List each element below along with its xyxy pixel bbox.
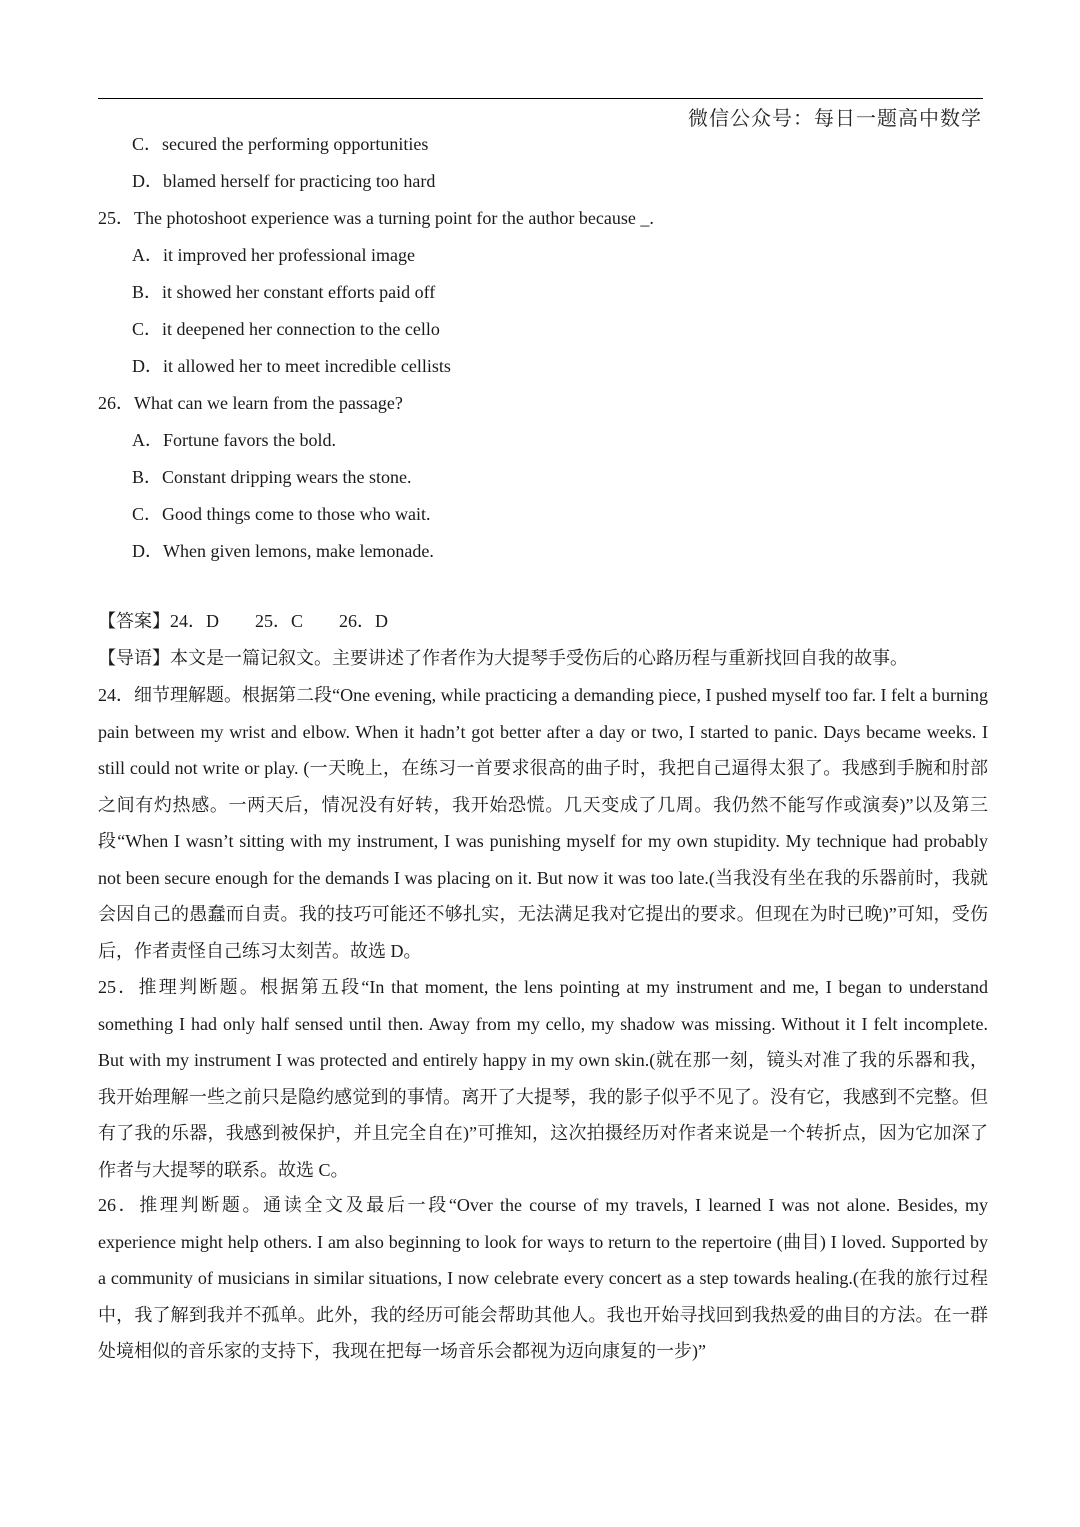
header-source: 微信公众号：每日一题高中数学 (688, 106, 982, 130)
explanation-26: 26．推理判断题。通读全文及最后一段“Over the course of my travels, I learned I was not alone. Besides, my experience might help others. I am also beginning to look for ways to return to the repertoire (曲目) I loved. Supported by a community of musicians in similar situations, I now celebrate every concert as a step towards healing.(在我的旅行过程中，我了解到我并不孤单。此外，我的经历可能会帮助其他人。我也开始寻找回到我热爱的曲目的方法。在一群处境相似的音乐家的支持下，我现在把每一场音乐会都视为迈向康复的一步)” (98, 1195, 988, 1361)
explanation-24: 24．细节理解题。根据第二段“One evening, while practicing a demanding piece, I pushed myself too far. I felt a burning pain between my wrist and elbow. When it hadn’t got better after a day or two, I started to panic. Days became weeks. I still could not write or play. (一天晚上，在练习一首要求很高的曲子时，我把自己逼得太狠了。我感到手腕和肘部之间有灼热感。一两天后，情况没有好转，我开始恐慌。几天变成了几周。我仍然不能写作或演奏)”以及第三段“When I wasn’t sitting with my instrument, I was punishing myself for my own stupidity. My technique had probably not been secure enough for the demands I was placing on it. But now it was too late.(当我没有坐在我的乐器前时，我就会因自己的愚蠢而自责。我的技巧可能还不够扎实，无法满足我对它提出的要求。但现在为时已晚)”可知，受伤后，作者责怪自己练习太刻苦。故选 D。 (98, 685, 988, 961)
guide-text: 本文是一篇记叙文。主要讲述了作者作为大提琴手受伤后的心路历程与重新找回自我的故事。 (170, 648, 908, 668)
q25-option-b: B．it showed her constant efforts paid off (132, 282, 436, 302)
q24-option-c: C．secured the performing opportunities (132, 134, 429, 154)
header-rule (98, 98, 983, 99)
q25-stem: 25．The photoshoot experience was a turning point for the author because _. (98, 208, 654, 228)
answer-label: 【答案】 (98, 611, 170, 631)
q24-option-d: D．blamed herself for practicing too hard (132, 171, 436, 191)
answer-line (98, 609, 388, 633)
q25-option-a: A．it improved her professional image (132, 245, 415, 265)
q26-option-d: D．When given lemons, make lemonade. (132, 541, 434, 561)
q26-option-a: A．Fortune favors the bold. (132, 430, 336, 450)
guide-label: 【导语】 (98, 648, 170, 668)
answer-values: 24．D 25．C 26．D (170, 611, 389, 631)
q26-option-b: B．Constant dripping wears the stone. (132, 467, 412, 487)
guide-line (98, 646, 908, 670)
q26-stem: 26．What can we learn from the passage? (98, 393, 403, 413)
q25-option-d: D．it allowed her to meet incredible cellists (132, 356, 451, 376)
q25-option-c: C．it deepened her connection to the cello (132, 319, 440, 339)
explanation-25: 25．推理判断题。根据第五段“In that moment, the lens pointing at my instrument and me, I began to understand something I had only half sensed until then. Away from my cello, my shadow was missing. Without it I felt incomplete. But with my instrument I was protected and entirely happy in my own skin.(就在那一刻，镜头对准了我的乐器和我，我开始理解一些之前只是隐约感觉到的事情。离开了大提琴，我的影子似乎不见了。没有它，我感到不完整。但有了我的乐器，我感到被保护，并且完全自在)”可推知，这次拍摄经历对作者来说是一个转折点，因为它加深了作者与大提琴的联系。故选 C。 (98, 977, 988, 1180)
q26-option-c: C．Good things come to those who wait. (132, 504, 431, 524)
